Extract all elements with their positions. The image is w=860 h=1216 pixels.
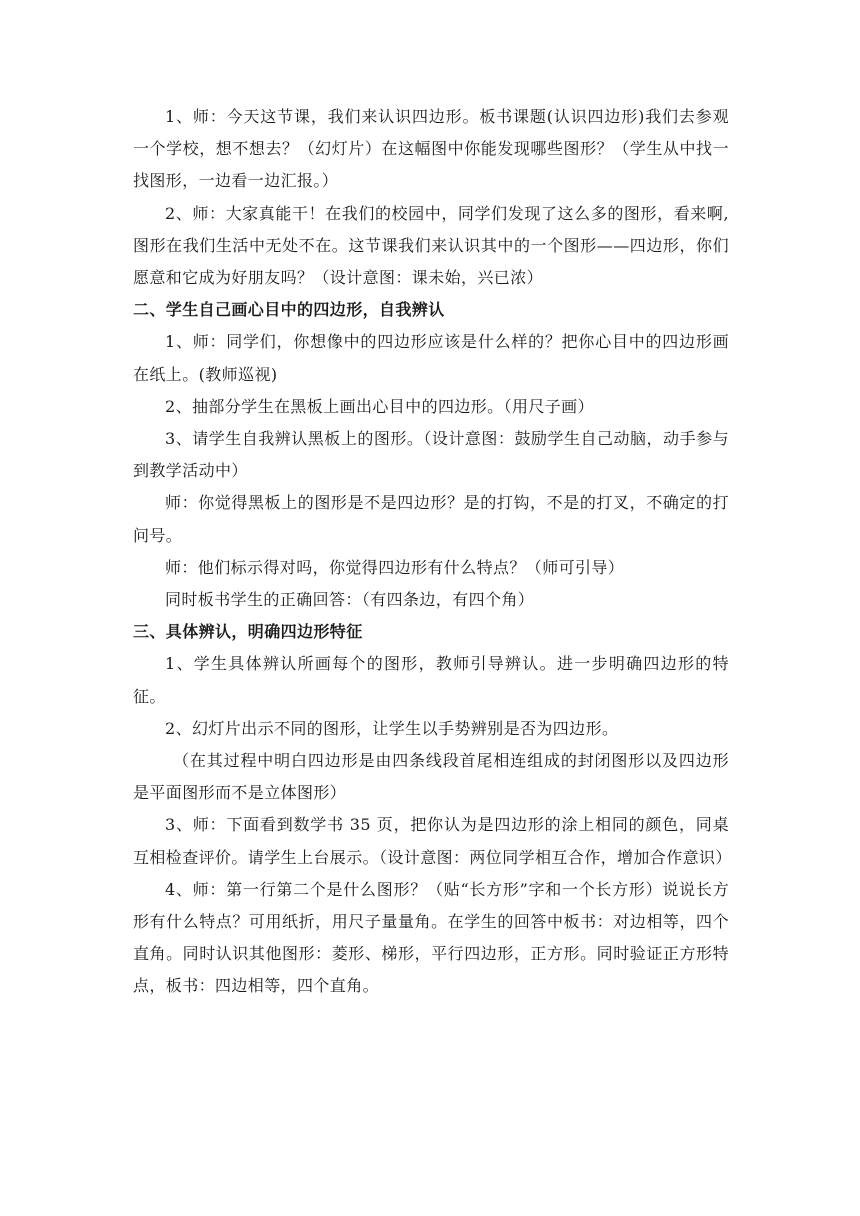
section-heading: 二、学生自己画心目中的四边形，自我辨认 — [133, 300, 445, 320]
section-heading: 三、具体辨认，明确四边形特征 — [133, 622, 363, 642]
paragraph: 师：他们标示得对吗，你觉得四边形有什么特点？（师可引导） — [165, 557, 625, 577]
paragraph: 2、幻灯片出示不同的图形，让学生以手势辨别是否为四边形。 — [165, 718, 619, 738]
paragraph: 1、师：同学们，你想像中的四边形应该是什么样的？把你心目中的四边形画在纸上。(教师巡视) — [133, 332, 729, 384]
paragraph: 2、抽部分学生在黑板上画出心目中的四边形。（用尺子画） — [165, 396, 594, 416]
document-body — [133, 101, 732, 1003]
paragraph: 3、师：下面看到数学书 35 页，把你认为是四边形的涂上相同的颜色，同桌互相检查评价。请学生上台展示。（设计意图：两位同学相互合作，增加合作意识） — [133, 815, 732, 867]
paragraph: 师：你觉得黑板上的图形是不是四边形？是的打钩，不是的打叉，不确定的打问号。 — [133, 493, 729, 545]
paragraph: 同时板书学生的正确回答：（有四条边，有四个角） — [165, 590, 535, 610]
paragraph-note: （在其过程中明白四边形是由四条线段首尾相连组成的封闭图形以及四边形是平面图形而不是立体图形） — [133, 751, 729, 803]
paragraph: 1、师：今天这节课，我们来认识四边形。板书课题(认识四边形)我们去参观一个学校，想不想去？（幻灯片）在这幅图中你能发现哪些图形？（学生从中找一找图形，一边看一边汇报。） — [133, 107, 729, 191]
paragraph: 1、学生具体辨认所画每个的图形，教师引导辨认。进一步明确四边形的特征。 — [133, 654, 729, 706]
paragraph: 3、请学生自我辨认黑板上的图形。（设计意图：鼓励学生自己动脑，动手参与到教学活动中） — [133, 429, 729, 481]
paragraph: 4、师：第一行第二个是什么图形？（贴“长方形”字和一个长方形）说说长方形有什么特点？可用纸折，用尺子量量角。在学生的回答中板书：对边相等，四个直角。同时认识其他图形：菱形、梯形，平行四边形，正方形。同时验证正方形特点，板书：四边相等，四个直角。 — [133, 879, 729, 996]
paragraph: 2、师：大家真能干！在我们的校园中，同学们发现了这么多的图形，看来啊,图形在我们生活中无处不在。这节课我们来认识其中的一个图形——四边形，你们愿意和它成为好朋友吗？（设计意图：课未始，兴已浓） — [133, 203, 729, 288]
